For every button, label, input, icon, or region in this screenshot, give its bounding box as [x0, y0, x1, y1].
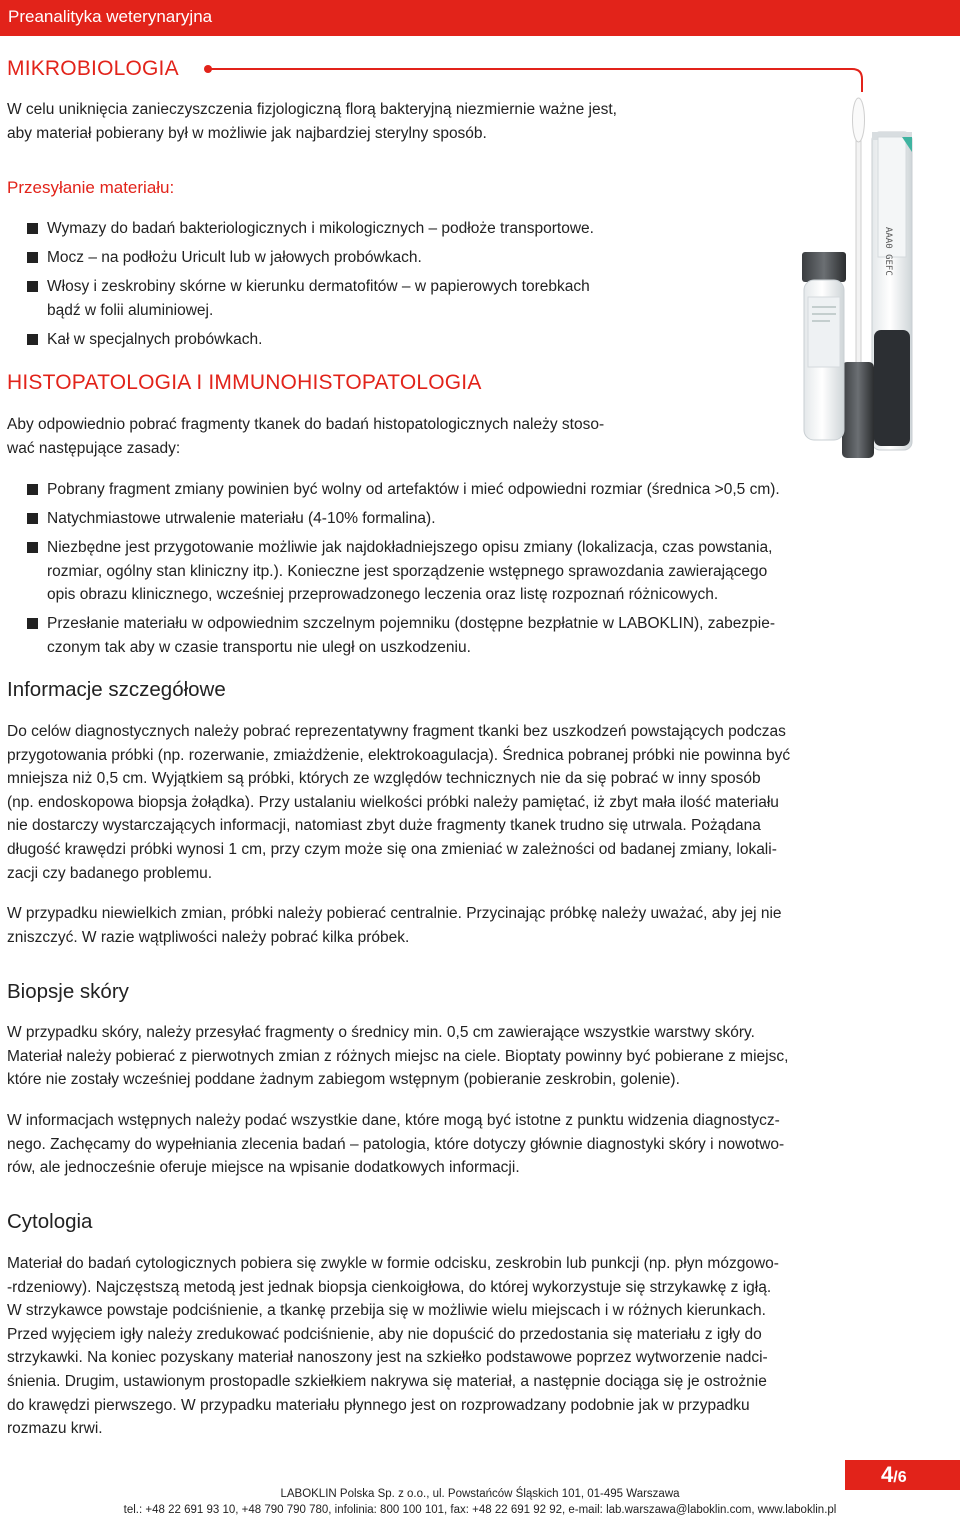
info-paragraph-1: [7, 720, 955, 885]
list-item-text: Natychmiastowe utrwalenie materiału (4-10% formalina).: [47, 510, 436, 527]
bullet-square-icon: [27, 281, 38, 292]
text-line: nego. Zachęcamy do wypełniania zlecenia badań – patologia, które dotyczy głównie diagnostyki skóry i nowotwo-: [7, 1135, 785, 1153]
list-item: [27, 507, 957, 531]
text-line: Przed wyjęciem igły należy zredukować podciśnienie, aby nie dopuścić do przedostania się materiału z igły do: [7, 1325, 762, 1343]
text-line: śnienia. Drugim, ustawionym prostopadle szkiełkiem nakrywa się materiał, a następnie dociąga się je ostrożnie: [7, 1372, 767, 1390]
list-item-text: Niezbędne jest przygotowanie możliwie jak najdokładniejszego opisu zmiany (lokalizacja, czas powstania,: [47, 539, 773, 556]
bullet-square-icon: [27, 513, 38, 524]
text-line: W informacjach wstępnych należy podać wszystkie dane, które mogą być istotne z punktu widzenia diagnostycz-: [7, 1112, 780, 1129]
header-title: Preanalityka weterynaryjna: [8, 7, 213, 26]
page-current: 4: [881, 1462, 894, 1487]
list-item: [27, 246, 747, 270]
section-title-histopatologia: HISTOPATOLOGIA I IMMUNOHISTOPATOLOGIA: [7, 371, 482, 394]
bullet-square-icon: [27, 542, 38, 553]
text-line: W strzykawce powstaje podciśnienie, a tkankę przebija się w możliwie wielu miejscach i w różnych kierunkach.: [7, 1302, 766, 1320]
list-item-text: bądź w folii aluminiowej.: [47, 301, 214, 319]
text-line: W przypadku skóry, należy przesyłać fragmenty o średnicy min. 0,5 cm zawierające wszystkie warstwy skóry.: [7, 1024, 755, 1041]
footer-contact: tel.: +48 22 691 93 10, +48 790 790 780, infolinia: 800 100 101, fax: +48 22 691 92 92, e-mail: lab.warszawa@laboklin.com, www.laboklin.pl: [123, 1504, 837, 1516]
text-line: do krawędzi pierwszego. W przypadku materiału płynnego jest on rozprowadzany podobnie jak w przypadku: [7, 1396, 750, 1414]
mikro-subtitle: Przesyłanie materiału:: [7, 178, 175, 197]
bullet-square-icon: [27, 618, 38, 629]
text-line: W przypadku niewielkich zmian, próbki należy pobierać centralnie. Przycinając próbkę należy uważać, aby jej nie: [7, 905, 782, 922]
bullet-square-icon: [27, 484, 38, 495]
histo-intro: [7, 413, 757, 460]
text-line: wać następujące zasady:: [7, 439, 181, 457]
text-line: W celu uniknięcia zanieczyszczenia fizjologiczną florą bakteryjną niezmiernie ważne jest,: [7, 101, 617, 118]
section-title-cytologia: Cytologia: [7, 1210, 93, 1233]
text-line: Materiał należy pobierać z pierwotnych zmian z różnych miejsc na ciele. Bioptaty powinny być pobierane z miejsc,: [7, 1047, 789, 1065]
page-total: /6: [893, 1469, 907, 1486]
list-item: [27, 217, 747, 241]
text-line: rów, ale jednocześnie oferuje miejsce na wpisanie dodatkowych informacji.: [7, 1159, 520, 1177]
list-item: [27, 536, 957, 607]
text-line: długość krawędzi próbki wynosi 1 cm, przy czym może się ona zmieniać w zależności od badanej zmiany, lokali-: [7, 840, 777, 858]
section-title-mikrobiologia: MIKROBIOLOGIA: [7, 57, 179, 80]
text-line: aby materiał pobierany był w możliwie jak najbardziej sterylny sposób.: [7, 124, 487, 142]
list-item-text: Pobrany fragment zmiany powinien być wolny od artefaktów i mieć odpowiedni rozmiar (średnica >0,5 cm).: [47, 481, 780, 498]
list-item-text: rozmiar, ogólny stan kliniczny itp.). Konieczne jest sporządzenie wstępnego sprawozdania zawierającego: [47, 562, 768, 580]
list-item: [27, 612, 957, 659]
bullet-square-icon: [27, 252, 38, 263]
text-line: Materiał do badań cytologicznych pobiera się zwykle w formie odcisku, zeskrobin lub punkcji (np. płyn mózgowo-: [7, 1255, 779, 1272]
svg-text:AAA0 GEFC: AAA0 GEFC: [883, 227, 893, 276]
text-line: nie dostarczy wystarczających informacji, natomiast zbyt duże fragmenty tkanek trudno się utrwala. Pożądana: [7, 817, 761, 835]
list-item-text: Wymazy do badań bakteriologicznych i mikologicznych – podłoże transportowe.: [47, 220, 594, 237]
text-line: Do celów diagnostycznych należy pobrać reprezentatywny fragment tkanki bez uszkodzeń powstających podczas: [7, 723, 786, 740]
info-paragraph-2: [7, 902, 955, 949]
list-item: [27, 328, 747, 352]
section-title-informacje: Informacje szczegółowe: [7, 678, 226, 701]
page-number: [881, 1462, 907, 1488]
list-item-text: czonym tak aby w czasie transportu nie uległ on uszkodzeniu.: [47, 638, 471, 656]
page-number-box: [845, 1460, 960, 1490]
text-line: Aby odpowiednio pobrać fragmenty tkanek do badań histopatologicznych należy stoso-: [7, 416, 605, 433]
text-line: zniszczyć. W razie wątpliwości należy pobrać kilka próbek.: [7, 928, 410, 946]
biopsje-paragraph-1: [7, 1021, 955, 1092]
text-line: rozmazu krwi.: [7, 1420, 103, 1438]
section-title-biopsje: Biopsje skóry: [7, 980, 129, 1003]
bullet-square-icon: [27, 223, 38, 234]
mikro-intro: [7, 98, 757, 145]
text-line: mniejsza niż 0,5 cm. Wyjątkiem są próbki, których ze względów technicznych nie da się pobrać w inny sposób: [7, 770, 761, 788]
bullet-square-icon: [27, 334, 38, 345]
text-line: -rdzeniowy). Najczęstszą metodą jest jednak biopsja cienkoigłowa, do której wykorzystuje się strzykawkę z igłą.: [7, 1278, 772, 1296]
cytologia-paragraph: [7, 1252, 955, 1441]
list-item: [27, 478, 957, 502]
text-line: (np. endoskopowa biopsja żołądka). Przy ustalaniu wielkości próbki należy pamiętać, iż zbyt mała ilość materiału: [7, 793, 779, 811]
list-item-text: Przesłanie materiału w odpowiednim szczelnym pojemniku (dostępne bezpłatnie w LABOKLIN), zabezpie-: [47, 615, 775, 632]
transport-swab-tubes-image: [760, 92, 960, 462]
list-item-text: Włosy i zeskrobiny skórne w kierunku dermatofitów – w papierowych torebkach: [47, 278, 590, 295]
list-item-text: Mocz – na podłożu Uricult lub w jałowych probówkach.: [47, 249, 422, 266]
text-line: które nie zostały wcześniej poddane żadnym zabiegom wstępnym (pobieranie zeskrobin, golenie).: [7, 1071, 680, 1089]
text-line: zacji czy badanego problemu.: [7, 864, 213, 882]
list-item-text: Kał w specjalnych probówkach.: [47, 331, 263, 348]
text-line: przygotowania próbki (np. rozerwanie, zmiażdżenie, elektrokoagulacja). Średnica pobranej próbki nie powinna być: [7, 746, 791, 764]
list-item-text: opis obrazu klinicznego, wcześniej przeprowadzonego leczenia oraz listę rozpoznań różnicowych.: [47, 586, 719, 604]
list-item: [27, 275, 747, 322]
footer-address: LABOKLIN Polska Sp. z o.o., ul. Powstańców Śląskich 101, 01-495 Warszawa: [280, 1488, 680, 1500]
text-line: strzykawki. Na koniec pozyskany materiał nanoszony jest na szkiełko podstawowe poprzez wytworzenie nadci-: [7, 1349, 768, 1367]
biopsje-paragraph-2: [7, 1109, 955, 1180]
